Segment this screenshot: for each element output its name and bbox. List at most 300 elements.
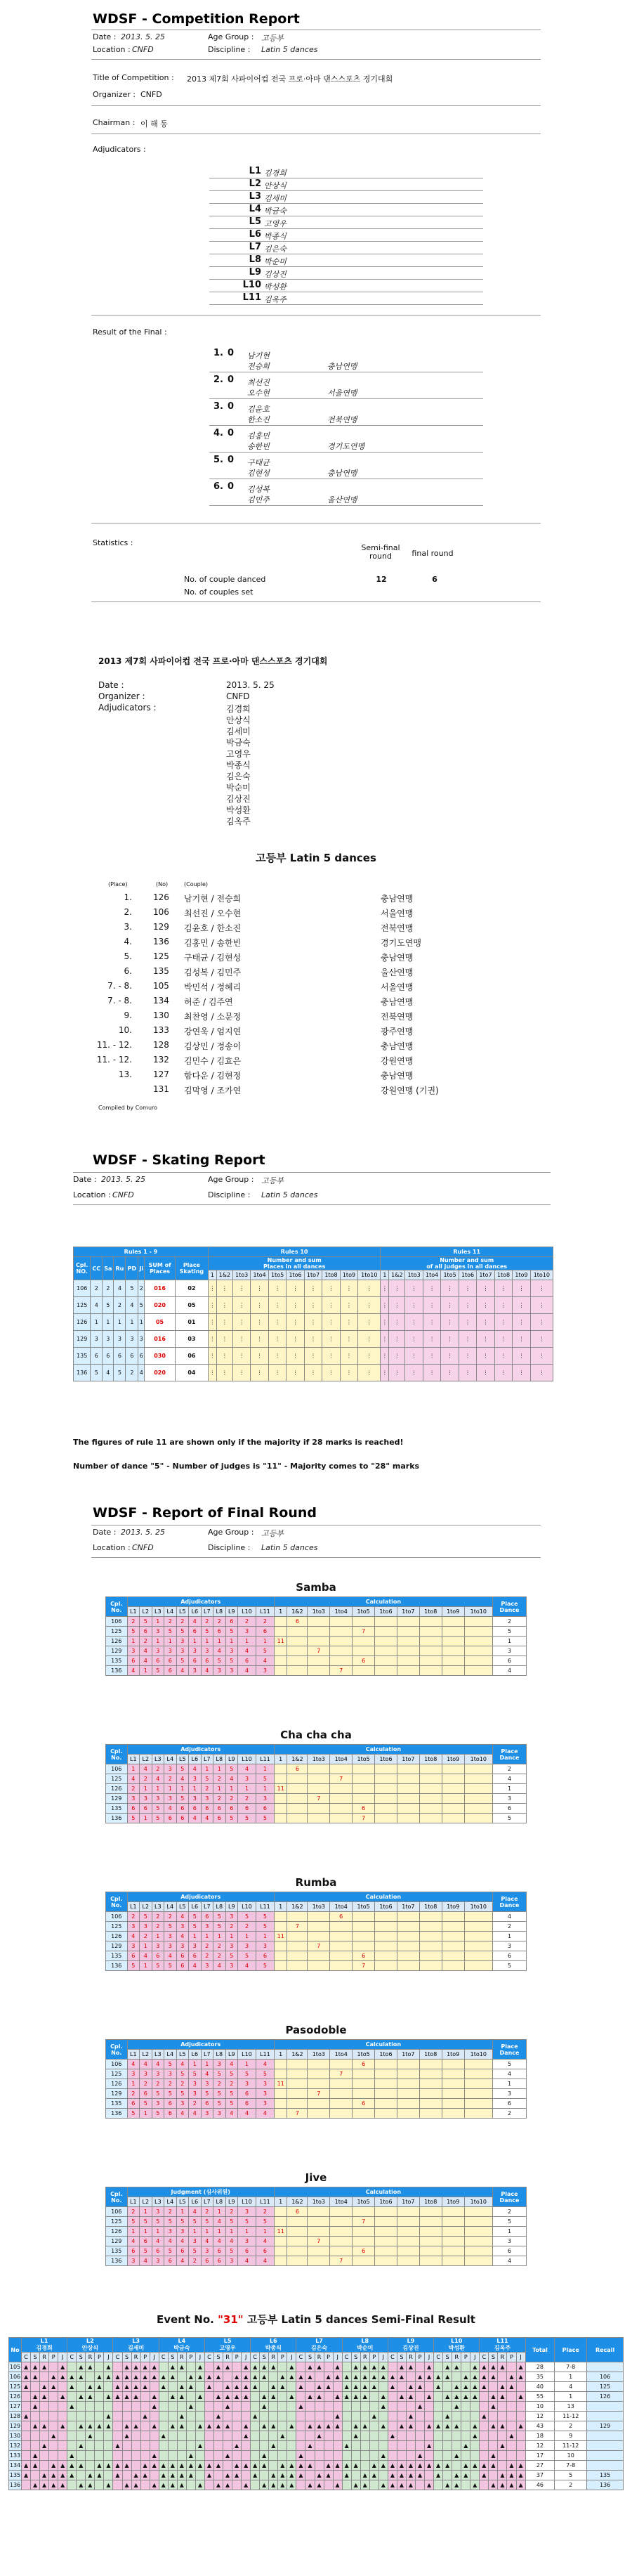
recall-mark xyxy=(168,2451,177,2461)
judge-header: L5 xyxy=(176,2197,189,2207)
semi-place: 13 xyxy=(555,2402,587,2412)
recall-mark: ▲ xyxy=(40,2480,49,2490)
recall-mark: ▲ xyxy=(287,2471,296,2480)
judge-mark: 5 xyxy=(176,1794,189,1804)
judge-mark: 6 xyxy=(213,2246,226,2256)
judge-mark: 5 xyxy=(152,1961,164,1971)
recall-mark: ▲ xyxy=(470,2372,480,2382)
recall-mark: ▲ xyxy=(360,2362,369,2372)
calc-cell xyxy=(419,1656,442,1666)
age-label: Age Group : xyxy=(208,32,254,41)
recall-mark: ▲ xyxy=(260,2402,269,2412)
summary-organizer: CNFD xyxy=(226,691,250,701)
judge-mark: 6 xyxy=(225,1804,238,1814)
recall-mark: ▲ xyxy=(470,2362,480,2372)
calc-cell xyxy=(419,2069,442,2079)
result-place: 11. - 12. xyxy=(96,1055,132,1065)
result-place: 3. xyxy=(124,922,132,932)
recall-mark: ▲ xyxy=(315,2392,324,2402)
recall-mark: ▲ xyxy=(22,2461,31,2471)
calc-cell xyxy=(464,1961,492,1971)
recall-mark: ▲ xyxy=(168,2421,177,2431)
recall-mark xyxy=(213,2451,223,2461)
judge-mark: 3 xyxy=(127,2256,140,2266)
judge-mark: 1 xyxy=(238,1932,256,1941)
calc-cell xyxy=(464,1666,492,1676)
judge-mark: 4 xyxy=(189,1961,202,1971)
judge-header: L9 xyxy=(225,1607,238,1617)
dance-code-header: P xyxy=(278,2353,287,2362)
calc-cell xyxy=(375,2217,397,2227)
recall-mark: ▲ xyxy=(378,2372,388,2382)
recall-header: Recall xyxy=(587,2338,624,2362)
rule10-cell: ⋮ xyxy=(232,1280,250,1297)
result-number: 136 xyxy=(153,937,169,947)
couple-number: 106 xyxy=(74,1280,91,1297)
calc-cell xyxy=(353,1794,375,1804)
calc-cell xyxy=(274,2099,287,2109)
recall-mark xyxy=(77,2451,86,2461)
recall-mark xyxy=(315,2402,324,2412)
calc-cell xyxy=(375,1637,397,1646)
calc-cell xyxy=(442,1627,464,1637)
recall-mark xyxy=(150,2471,159,2480)
judge-mark: 4 xyxy=(238,1961,256,1971)
recall-mark xyxy=(360,2461,369,2471)
calc-cell xyxy=(442,1912,464,1922)
dance-place: 1 xyxy=(492,1637,526,1646)
dance-place: 5 xyxy=(492,2060,526,2069)
recall-mark xyxy=(186,2412,195,2421)
judge-mark: 1 xyxy=(164,1637,177,1646)
rule11-cell: ⋮ xyxy=(423,1331,440,1348)
recall-mark: ▲ xyxy=(131,2480,140,2490)
calc-cell xyxy=(397,1637,419,1646)
calc-cell xyxy=(375,2079,397,2089)
recall-mark xyxy=(49,2412,58,2421)
judge-mark: 2 xyxy=(127,2089,140,2099)
recall-mark: ▲ xyxy=(177,2421,186,2431)
recall-mark xyxy=(416,2421,425,2431)
final-leader: 구태균 xyxy=(247,458,270,467)
recall-mark: ▲ xyxy=(287,2362,296,2372)
rule-column-header: 1to7 xyxy=(304,1270,322,1280)
calc-cell xyxy=(464,1941,492,1951)
skating-location: CNFD xyxy=(112,1190,134,1199)
recall-mark: ▲ xyxy=(498,2421,507,2431)
couple-number: 136 xyxy=(9,2480,22,2490)
fr-age-label: Age Group : xyxy=(208,1528,254,1537)
recall-mark xyxy=(461,2421,470,2431)
judge-mark: 5 xyxy=(256,1961,274,1971)
recall-mark xyxy=(232,2451,242,2461)
judge-mark: 6 xyxy=(189,1656,202,1666)
judge-mark: 4 xyxy=(256,2060,274,2069)
dance-place: 1 xyxy=(138,1314,145,1331)
recall-mark xyxy=(434,2431,443,2441)
calc-cell xyxy=(442,2237,464,2246)
adjudicator-row xyxy=(209,191,483,204)
dance-code-header: S xyxy=(397,2353,406,2362)
result-club: 전북연맹 xyxy=(381,923,414,933)
recall-mark xyxy=(315,2412,324,2421)
recall-mark xyxy=(186,2362,195,2372)
recall-mark xyxy=(461,2431,470,2441)
rule11-cell: ⋮ xyxy=(389,1280,405,1297)
calc-cell xyxy=(287,1814,308,1823)
recall-mark xyxy=(489,2382,498,2392)
calc-cell xyxy=(353,2207,375,2217)
dance-place: 4 xyxy=(103,1365,114,1381)
judge-header: L6 박종식 xyxy=(251,2338,296,2353)
recall-mark xyxy=(305,2412,315,2421)
judge-mark: 4 xyxy=(140,1764,152,1774)
calc-cell xyxy=(274,2256,287,2266)
recall-mark xyxy=(278,2362,287,2372)
judge-mark: 1 xyxy=(256,1637,274,1646)
calc-cell xyxy=(308,1764,330,1774)
judge-header: L11 xyxy=(256,1607,274,1617)
judge-mark: 3 xyxy=(256,2099,274,2109)
calc-header: 1 xyxy=(274,2050,287,2060)
calc-cell xyxy=(464,1951,492,1961)
calculation-header: Calculation xyxy=(274,2040,492,2050)
judge-mark: 3 xyxy=(225,1666,238,1676)
rules-11-header: Rules 11 xyxy=(381,1247,553,1257)
judge-mark: 1 xyxy=(152,1932,164,1941)
recall-mark xyxy=(278,2402,287,2412)
recall-mark: ▲ xyxy=(305,2362,315,2372)
recall-mark: ▲ xyxy=(77,2421,86,2431)
judge-mark: 5 xyxy=(256,1814,274,1823)
judge-mark: 5 xyxy=(238,1912,256,1922)
result-couple: 김윤호 / 한소진 xyxy=(184,923,242,933)
rule-column-header: 1to4 xyxy=(251,1270,268,1280)
recall-mark xyxy=(378,2441,388,2451)
rule-column-header: 1to6 xyxy=(459,1270,476,1280)
judge-mark: 3 xyxy=(164,1941,177,1951)
calc-header: 1to3 xyxy=(308,1755,330,1764)
adjudicator-name: 박금숙 xyxy=(264,207,287,216)
recall-mark xyxy=(470,2471,480,2480)
recall-mark xyxy=(22,2451,31,2461)
calc-cell xyxy=(442,2227,464,2237)
judge-mark: 1 xyxy=(225,2227,238,2237)
recall-mark xyxy=(31,2471,40,2480)
recall-mark: ▲ xyxy=(480,2382,489,2392)
recall-mark: ▲ xyxy=(296,2382,305,2392)
recalled-couple xyxy=(587,2362,624,2372)
rule10-cell: ⋮ xyxy=(232,1297,250,1314)
final-round-title: WDSF - Report of Final Round xyxy=(93,1505,317,1521)
dance-code-header: R xyxy=(86,2353,95,2362)
judge-mark: 5 xyxy=(256,2217,274,2227)
total-marks: 28 xyxy=(525,2362,555,2372)
recall-mark xyxy=(351,2412,360,2421)
judge-mark: 1 xyxy=(238,2227,256,2237)
recall-mark: ▲ xyxy=(131,2421,140,2431)
recall-mark: ▲ xyxy=(397,2421,406,2431)
judge-mark: 4 xyxy=(189,1814,202,1823)
recall-mark: ▲ xyxy=(333,2362,342,2372)
rule10-cell: ⋮ xyxy=(304,1348,322,1365)
recall-mark: ▲ xyxy=(22,2412,31,2421)
recall-mark xyxy=(140,2402,150,2412)
judge-mark: 5 xyxy=(225,2246,238,2256)
calc-cell xyxy=(464,2079,492,2089)
dance-code-header: S xyxy=(489,2353,498,2362)
dance-code-header: S xyxy=(260,2353,269,2362)
recall-mark: ▲ xyxy=(388,2372,397,2382)
recall-mark xyxy=(434,2402,443,2412)
recall-mark: ▲ xyxy=(113,2461,122,2471)
judge-mark: 4 xyxy=(201,1666,213,1676)
dance-code-header: R xyxy=(498,2353,507,2362)
judge-mark: 2 xyxy=(140,1637,152,1646)
final-leader: 김홍민 xyxy=(247,431,270,441)
judge-mark: 6 xyxy=(127,1656,140,1666)
recall-mark: ▲ xyxy=(104,2372,113,2382)
toc-value: 2013 제7회 사파이어컵 전국 프로·아마 댄스스포츠 경기대회 xyxy=(187,74,393,84)
judge-mark: 6 xyxy=(176,2246,189,2256)
dance-place: 2 xyxy=(126,1365,138,1381)
summary-adjudicator-name: 김은숙 xyxy=(226,772,251,781)
judge-mark: 3 xyxy=(152,1646,164,1656)
judge-mark: 5 xyxy=(225,1814,238,1823)
calc-cell xyxy=(464,1814,492,1823)
calc-cell: 6 xyxy=(353,2246,375,2256)
recall-mark: ▲ xyxy=(305,2461,315,2471)
sum-places: 030 xyxy=(145,1348,176,1365)
recall-mark xyxy=(498,2431,507,2441)
recalled-couple: 129 xyxy=(587,2421,624,2431)
calc-cell xyxy=(330,2217,353,2227)
recall-mark xyxy=(251,2431,260,2441)
recall-mark: ▲ xyxy=(278,2480,287,2490)
calc-cell xyxy=(464,1922,492,1932)
calc-cell xyxy=(287,1961,308,1971)
judge-mark: 1 xyxy=(189,1784,202,1794)
result-place: 11. - 12. xyxy=(96,1040,132,1050)
divider xyxy=(91,1557,541,1558)
skating-age: 고등부 xyxy=(261,1176,284,1185)
adjudicator-code: L2 xyxy=(249,178,261,189)
recall-mark: ▲ xyxy=(168,2480,177,2490)
calculation-header: Calculation xyxy=(274,1597,492,1607)
recall-mark xyxy=(397,2402,406,2412)
calc-cell xyxy=(308,1617,330,1627)
calc-cell xyxy=(375,2207,397,2217)
recall-mark: ▲ xyxy=(95,2471,104,2480)
dance-place: 4 xyxy=(126,1297,138,1314)
calc-cell xyxy=(375,1794,397,1804)
semi-place: 7-8 xyxy=(555,2362,587,2372)
dance-header: PD xyxy=(126,1257,138,1280)
judge-mark: 6 xyxy=(127,2246,140,2256)
judge-mark: 1 xyxy=(201,1637,213,1646)
recall-mark: ▲ xyxy=(86,2392,95,2402)
final-row xyxy=(209,401,483,426)
recall-mark xyxy=(278,2392,287,2402)
calc-cell xyxy=(287,2256,308,2266)
result-number: 128 xyxy=(153,1040,169,1050)
recall-mark xyxy=(360,2402,369,2412)
judge-mark: 6 xyxy=(256,1951,274,1961)
rule10-cell: ⋮ xyxy=(322,1331,340,1348)
recall-mark xyxy=(213,2382,223,2392)
rule11-cell: ⋮ xyxy=(381,1365,389,1381)
rule11-cell: ⋮ xyxy=(381,1280,389,1297)
recall-mark: ▲ xyxy=(452,2451,461,2461)
recall-mark xyxy=(77,2471,86,2480)
dance-place: 3 xyxy=(114,1331,126,1348)
recall-mark: ▲ xyxy=(77,2392,86,2402)
judge-mark: 1 xyxy=(213,1784,226,1794)
judge-mark: 3 xyxy=(152,1941,164,1951)
dance-code-header: P xyxy=(507,2353,516,2362)
judge-mark: 4 xyxy=(238,1764,256,1774)
recall-mark xyxy=(242,2451,251,2461)
judge-mark: 1 xyxy=(164,1784,177,1794)
recall-mark xyxy=(86,2372,95,2382)
recall-mark: ▲ xyxy=(177,2461,186,2471)
judge-mark: 6 xyxy=(238,2099,256,2109)
calc-cell xyxy=(397,1794,419,1804)
total-marks: 35 xyxy=(525,2372,555,2382)
calc-cell xyxy=(274,1961,287,1971)
calc-cell xyxy=(397,1617,419,1627)
judge-mark: 5 xyxy=(127,1961,140,1971)
calc-cell xyxy=(330,1951,353,1961)
recall-mark xyxy=(434,2362,443,2372)
couple-number: 106 xyxy=(106,2207,128,2217)
rule10-cell: ⋮ xyxy=(251,1314,268,1331)
calc-header: 1to10 xyxy=(464,1755,492,1764)
dance-place: 6 xyxy=(492,1656,526,1666)
judge-mark: 6 xyxy=(238,2246,256,2256)
calc-cell xyxy=(308,2217,330,2227)
recall-mark: ▲ xyxy=(470,2480,480,2490)
recall-mark: ▲ xyxy=(416,2471,425,2480)
rule11-cell: ⋮ xyxy=(513,1348,530,1365)
final-place: 6. xyxy=(213,481,223,492)
calc-cell: 6 xyxy=(287,1764,308,1774)
result-number: 133 xyxy=(153,1025,169,1035)
calc-cell xyxy=(330,2079,353,2089)
recall-mark xyxy=(22,2402,31,2412)
result-couple: 남기현 / 전승희 xyxy=(184,894,242,904)
final-leader: 김윤호 xyxy=(247,405,270,414)
calc-cell xyxy=(375,2089,397,2099)
recall-mark xyxy=(296,2412,305,2421)
calc-cell xyxy=(375,1814,397,1823)
calc-cell xyxy=(308,2256,330,2266)
judge-mark: 4 xyxy=(176,2109,189,2119)
rule11-cell: ⋮ xyxy=(441,1348,459,1365)
summary-adjudicators-label: Adjudicators : xyxy=(98,703,157,713)
judge-mark: 1 xyxy=(176,1784,189,1794)
recall-mark xyxy=(342,2480,351,2490)
recall-mark xyxy=(140,2431,150,2441)
judge-mark: 2 xyxy=(152,1912,164,1922)
recall-mark: ▲ xyxy=(269,2471,278,2480)
judge-mark: 5 xyxy=(225,2069,238,2079)
calc-cell xyxy=(442,2207,464,2217)
judge-mark: 5 xyxy=(127,1814,140,1823)
recall-mark xyxy=(315,2461,324,2471)
total-marks: 40 xyxy=(525,2382,555,2392)
recall-mark xyxy=(195,2412,204,2421)
judge-mark: 6 xyxy=(213,1814,226,1823)
judge-header: L4 박금숙 xyxy=(159,2338,204,2353)
result-place: 1. xyxy=(124,892,132,902)
judge-mark: 4 xyxy=(176,2060,189,2069)
judge-mark: 6 xyxy=(238,1804,256,1814)
judge-mark: 4 xyxy=(140,1656,152,1666)
rule10-cell: ⋮ xyxy=(340,1297,357,1314)
calc-header: 1&2 xyxy=(287,1902,308,1912)
calc-cell: 7 xyxy=(308,1941,330,1951)
judge-mark: 3 xyxy=(189,1646,202,1656)
calc-cell xyxy=(419,1627,442,1637)
recall-mark: ▲ xyxy=(378,2451,388,2461)
adjudicator-code: L8 xyxy=(249,254,261,265)
calc-header: 1to8 xyxy=(419,2050,442,2060)
summary-adjudicator-name: 안상식 xyxy=(226,715,251,725)
result-club: 충남연맹 xyxy=(381,894,414,904)
rule11-cell: ⋮ xyxy=(423,1314,440,1331)
dance-place: 3 xyxy=(492,2237,526,2246)
couple-number: 128 xyxy=(9,2412,22,2421)
recall-mark: ▲ xyxy=(498,2441,507,2451)
calc-cell xyxy=(397,2207,419,2217)
adjudicator-row xyxy=(209,229,483,242)
recall-mark xyxy=(443,2451,452,2461)
recall-mark: ▲ xyxy=(443,2392,452,2402)
couple-number: 129 xyxy=(106,1941,128,1951)
judge-mark: 6 xyxy=(176,1961,189,1971)
judge-mark: 3 xyxy=(176,1646,189,1656)
judge-header: L1 xyxy=(127,2050,140,2060)
judge-header: L3 김세미 xyxy=(113,2338,159,2353)
result-number: 134 xyxy=(153,996,169,1006)
rule10-cell: ⋮ xyxy=(304,1314,322,1331)
recall-mark xyxy=(77,2431,86,2441)
recall-mark xyxy=(22,2392,31,2402)
judge-mark: 4 xyxy=(127,1932,140,1941)
recall-mark xyxy=(269,2402,278,2412)
calc-cell xyxy=(287,1656,308,1666)
divider xyxy=(91,59,541,60)
recall-mark: ▲ xyxy=(168,2372,177,2382)
judge-mark: 5 xyxy=(140,2217,152,2227)
recall-mark xyxy=(49,2402,58,2412)
judge-mark: 1 xyxy=(127,2079,140,2089)
judge-mark: 4 xyxy=(225,1774,238,1784)
rule11-cell: ⋮ xyxy=(405,1314,423,1331)
recall-mark: ▲ xyxy=(480,2372,489,2382)
calc-cell xyxy=(330,1794,353,1804)
recall-mark xyxy=(388,2421,397,2431)
dance-place: 6 xyxy=(103,1348,114,1365)
sum-places: 020 xyxy=(145,1297,176,1314)
couple-number: 136 xyxy=(106,2256,128,2266)
calc-cell xyxy=(464,2060,492,2069)
semi-place: 2 xyxy=(555,2480,587,2490)
recall-mark: ▲ xyxy=(516,2362,525,2372)
judge-mark: 6 xyxy=(189,1804,202,1814)
recall-mark: ▲ xyxy=(58,2372,67,2382)
